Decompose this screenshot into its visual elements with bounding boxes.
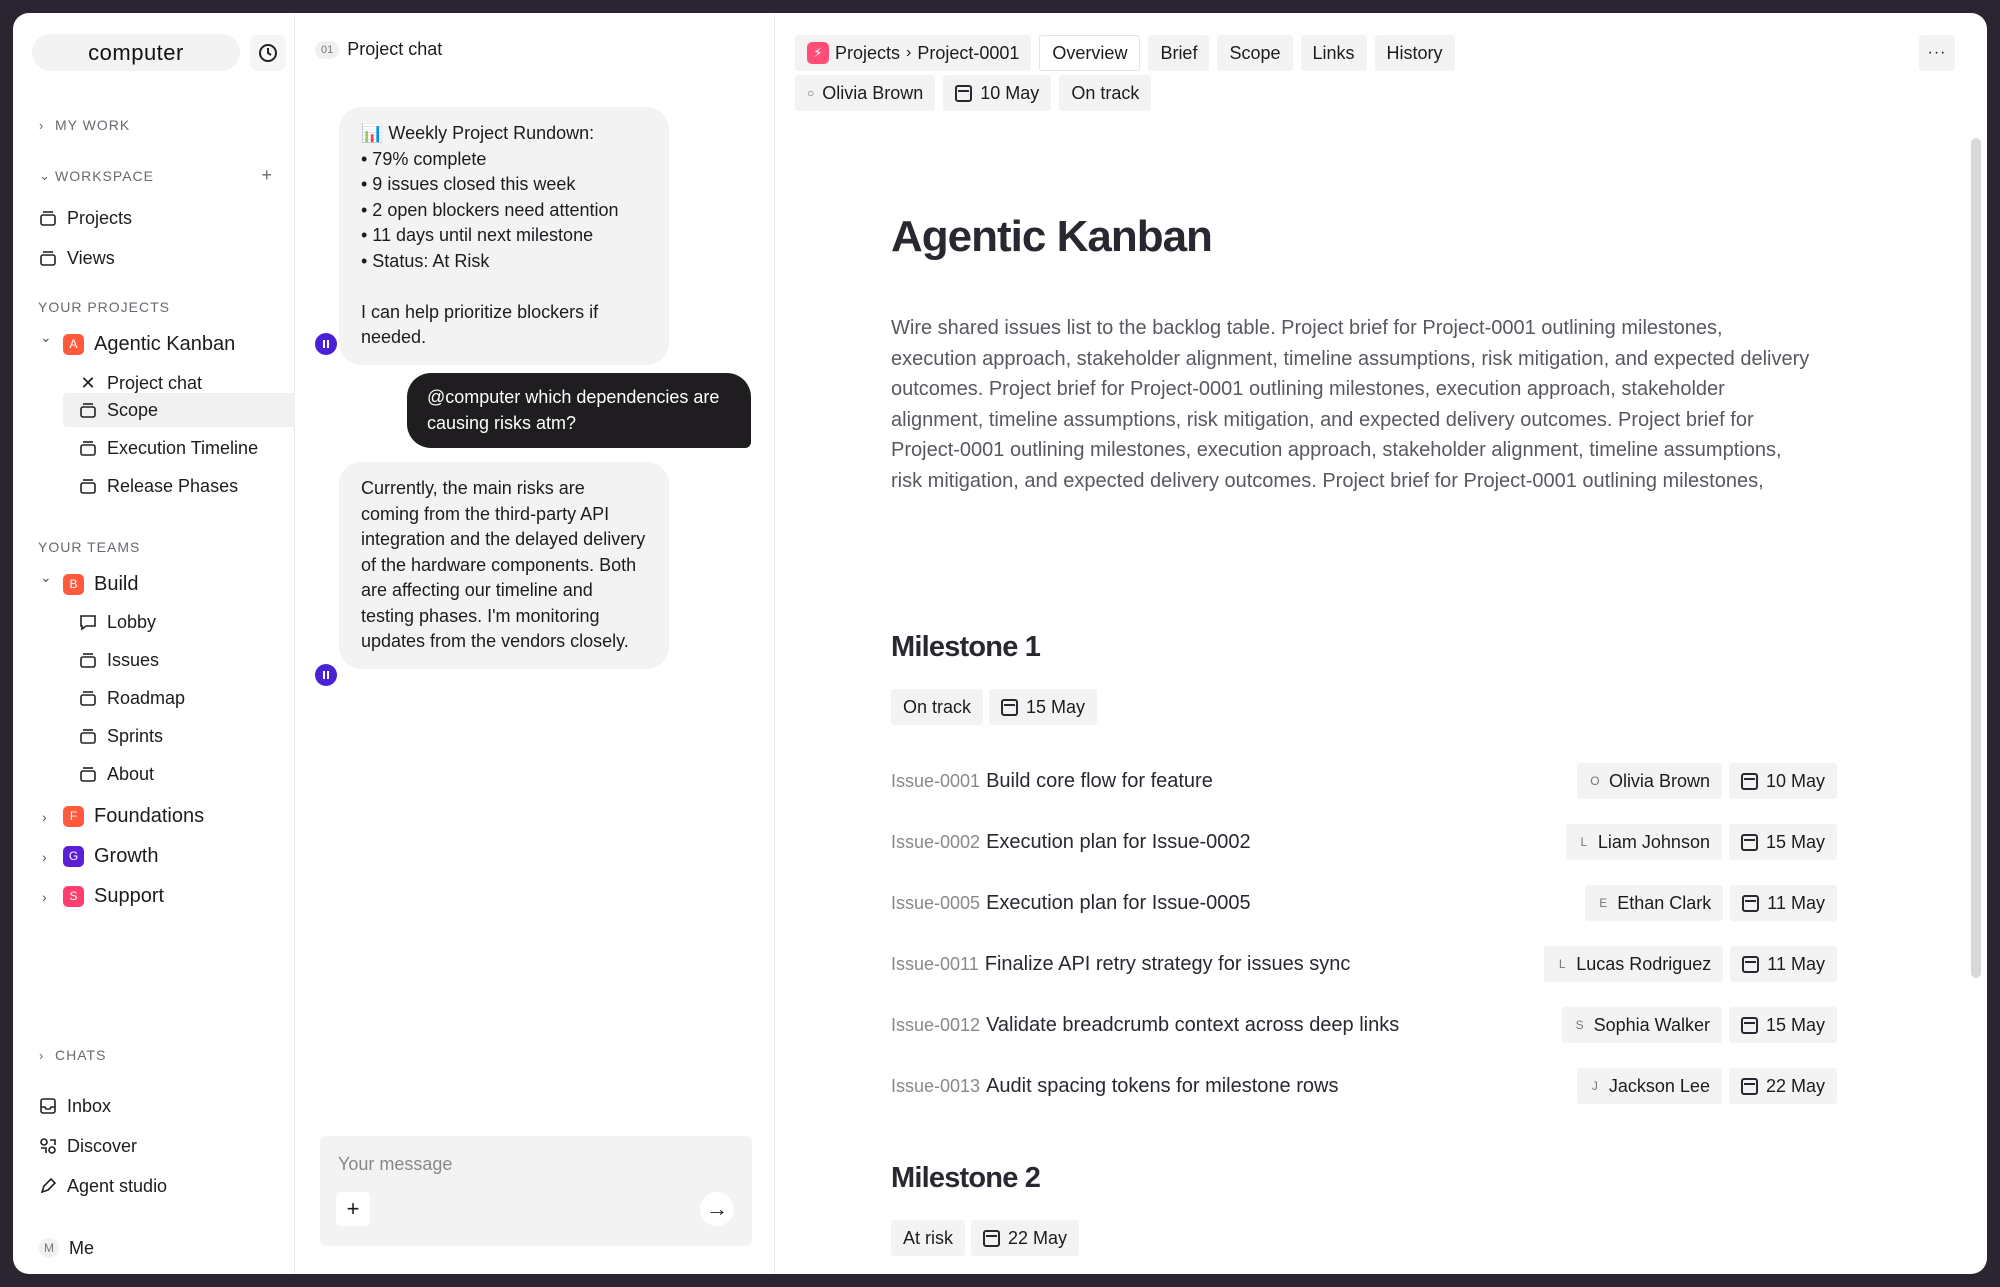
clock-icon (258, 43, 278, 63)
calendar-icon (1742, 895, 1759, 912)
user-message: @computer which dependencies are causing risks atm? (407, 373, 751, 448)
sidebar-item-label: Me (69, 1237, 95, 1258)
issue-title: Execution plan for Issue-0005 (986, 891, 1251, 914)
team-support[interactable] (63, 879, 164, 913)
assignee-name: Lucas Rodriguez (1576, 953, 1712, 974)
issue-meta (1544, 946, 1837, 982)
issue-row[interactable] (891, 824, 1837, 860)
sidebar-header (32, 34, 286, 71)
issue-id: Issue-0012 (891, 1014, 981, 1035)
page-title: Agentic Kanban (891, 212, 1212, 261)
chat-bubble-icon (79, 613, 97, 631)
app-window (13, 13, 1987, 1274)
sidebar-item-discover[interactable] (39, 1129, 137, 1163)
team-badge: F (63, 806, 84, 827)
sidebar-item-label: Views (67, 247, 115, 268)
sidebar-item-issues[interactable] (79, 643, 159, 677)
issue-title: Build core flow for feature (986, 769, 1213, 792)
team-name: Support (94, 884, 165, 907)
add-workspace-icon[interactable]: + (261, 165, 272, 185)
issue-meta (1562, 1007, 1837, 1043)
assignee-initial: L (1580, 835, 1588, 849)
breadcrumb-project-id[interactable]: Project-0001 (917, 42, 1020, 63)
section-label: YOUR PROJECTS (38, 299, 171, 315)
section-label: MY WORK (55, 117, 131, 133)
team-badge: B (63, 574, 84, 595)
due-date-chip[interactable] (1729, 1007, 1837, 1043)
stack-icon (79, 401, 97, 419)
breadcrumb (795, 35, 1455, 71)
sidebar-item-label: Execution Timeline (107, 437, 259, 458)
sidebar-item-release-phases[interactable] (79, 469, 238, 503)
stack-icon (39, 209, 57, 227)
discover-icon (39, 1137, 57, 1155)
status-chip[interactable]: On track (1059, 75, 1151, 111)
calendar-icon (1001, 699, 1018, 716)
issue-id: Issue-0002 (891, 831, 981, 852)
agent-message: Currently, the main risks are coming from the third-party API integration and the delayed delivery of the hardware components. Both are affecting our timeline and testing phases. I'm monitoring updates from the vendors closely. (339, 462, 669, 669)
milestone-title: Milestone 1 (891, 631, 1041, 663)
sidebar-item-views[interactable] (39, 241, 115, 275)
stack-icon (39, 249, 57, 267)
tab-links[interactable]: Links (1301, 35, 1367, 71)
assignee-chip[interactable] (1562, 1007, 1722, 1043)
issue-title: Execution plan for Issue-0002 (986, 830, 1251, 853)
owner-name: Olivia Brown (822, 82, 924, 103)
issue-id: Issue-0001 (891, 770, 981, 791)
issue-id: Issue-0013 (891, 1075, 981, 1096)
message-composer[interactable] (320, 1136, 752, 1246)
tab-overview[interactable]: Overview (1039, 35, 1140, 71)
date-value: 15 May (1765, 831, 1825, 852)
scrollbar[interactable] (1971, 138, 1981, 978)
date-value: 15 May (1765, 1014, 1825, 1035)
project-agentic-kanban[interactable] (63, 327, 235, 361)
date-value: 11 May (1767, 892, 1825, 913)
bolt-icon: ⚡ (807, 42, 829, 64)
milestone-meta (891, 1220, 1079, 1256)
due-date-chip[interactable] (1729, 763, 1837, 799)
sidebar-item-label: Roadmap (107, 687, 186, 708)
sidebar-item-agent-studio[interactable] (39, 1169, 167, 1203)
section-label: CHATS (55, 1047, 107, 1063)
due-date-chip[interactable] (1729, 824, 1837, 860)
assignee-initial: S (1575, 1018, 1584, 1032)
history-button[interactable] (250, 35, 286, 71)
date-value: 22 May (1765, 1075, 1825, 1096)
milestone-date[interactable] (971, 1220, 1079, 1256)
assignee-initial: L (1558, 957, 1566, 971)
calendar-icon (1741, 1078, 1758, 1095)
issue-id: Issue-0005 (891, 892, 981, 913)
issue-row[interactable] (891, 1007, 1837, 1043)
project-name: Agentic Kanban (94, 332, 236, 355)
sidebar-item-label: Scope (107, 399, 159, 420)
main-content (775, 13, 1987, 1274)
chevron-down-icon[interactable]: ⌄ (40, 329, 52, 345)
sidebar (13, 13, 295, 1274)
issue-meta (1577, 1068, 1837, 1104)
issue-title: Validate breadcrumb context across deep links (986, 1013, 1400, 1036)
section-your-teams (38, 539, 140, 555)
sidebar-item-execution-timeline[interactable] (79, 431, 258, 465)
team-foundations[interactable] (63, 799, 204, 833)
chat-panel (295, 13, 775, 1274)
assignee-initial: E (1599, 896, 1608, 910)
team-badge: S (63, 886, 84, 907)
assignee-chip[interactable] (1577, 763, 1722, 799)
section-label: YOUR TEAMS (38, 539, 141, 555)
sidebar-item-sprints[interactable] (79, 719, 163, 753)
stack-icon (79, 689, 97, 707)
issue-meta (1585, 885, 1837, 921)
milestone-date[interactable] (989, 689, 1097, 725)
chevron-right-icon[interactable]: › (42, 849, 47, 865)
chevron-right-icon[interactable]: › (42, 889, 47, 905)
issue-row[interactable] (891, 885, 1837, 921)
inbox-icon (39, 1097, 57, 1115)
section-your-projects (38, 299, 170, 315)
stack-icon (79, 651, 97, 669)
issue-title: Finalize API retry strategy for issues sync (984, 952, 1351, 975)
assignee-name: Jackson Lee (1608, 1075, 1710, 1096)
issue-row[interactable] (891, 946, 1837, 982)
issue-meta (1566, 824, 1837, 860)
project-description: Wire shared issues list to the backlog table. Project brief for Project-0001 outlining milestones, execution approach, stakeholder alignment, timeline assumptions, risk mitigation, and expected delivery outcomes. Project brief for Project-0001 outlining milestones, execution approach, stakeholder alignment, timeline assumptions, risk mitigation, and expected delivery outcomes. Project brief for Project-0001 outlining milestones, execution approach, stakeholder alignment, timeline assumptions, risk mitigation, and expected delivery outcomes. Project brief for Project-0001 outlining milestones, (891, 317, 1810, 492)
chevron-right-icon: › (906, 44, 912, 61)
sidebar-item-label: Sprints (107, 725, 164, 746)
milestone-status[interactable]: On track (891, 689, 983, 725)
section-chats[interactable] (39, 1047, 106, 1063)
project-meta (795, 75, 1151, 111)
send-button[interactable] (700, 1192, 734, 1226)
date-value: 22 May (1008, 1227, 1068, 1248)
section-my-work[interactable] (39, 117, 130, 133)
agent-avatar-icon (315, 664, 337, 686)
calendar-icon (983, 1230, 1000, 1247)
chat-number: 01 (315, 41, 339, 59)
assignee-name: Olivia Brown (1608, 770, 1710, 791)
due-date-chip[interactable] (1730, 946, 1837, 982)
chevron-down-icon[interactable]: ⌄ (40, 569, 52, 585)
logo[interactable]: computer (32, 34, 240, 71)
message-input[interactable]: Your message (338, 1154, 453, 1174)
stack-icon (79, 477, 97, 495)
assignee-chip[interactable] (1577, 1068, 1722, 1104)
assignee-name: Sophia Walker (1593, 1014, 1710, 1035)
assignee-name: Ethan Clark (1617, 892, 1712, 913)
assignee-name: Liam Johnson (1597, 831, 1710, 852)
sidebar-item-label: Issues (107, 649, 160, 670)
sidebar-item-lobby[interactable] (79, 605, 156, 639)
sidebar-item-projects[interactable] (39, 201, 132, 235)
calendar-icon (1741, 773, 1758, 790)
stack-icon (79, 727, 97, 745)
sidebar-item-me[interactable] (39, 1231, 94, 1265)
chevron-right-icon: › (39, 117, 45, 133)
section-workspace[interactable] (39, 168, 154, 184)
plus-icon: + (346, 1196, 360, 1221)
date-value: 10 May (980, 82, 1040, 103)
sidebar-item-label: Inbox (67, 1095, 112, 1116)
team-name: Build (94, 572, 139, 595)
sidebar-item-roadmap[interactable] (79, 681, 185, 715)
breadcrumb-projects[interactable]: Projects (835, 42, 901, 63)
team-badge: G (63, 846, 84, 867)
team-name: Foundations (94, 804, 205, 827)
tab-brief[interactable]: Brief (1148, 35, 1209, 71)
issue-row[interactable] (891, 763, 1837, 799)
assignee-chip[interactable] (1585, 885, 1723, 921)
issue-title: Audit spacing tokens for milestone rows (986, 1074, 1339, 1097)
sidebar-item-label: Discover (67, 1135, 138, 1156)
issue-meta (1577, 763, 1837, 799)
status-circle-icon: ○ (807, 86, 815, 100)
arrow-right-icon: → (706, 1196, 728, 1221)
assignee-initial: J (1591, 1079, 1598, 1093)
stack-icon (79, 439, 97, 457)
section-label: WORKSPACE (55, 168, 154, 184)
assignee-chip[interactable] (1544, 946, 1723, 982)
date-value: 11 May (1767, 953, 1825, 974)
avatar: M (39, 1238, 59, 1258)
owner-chip[interactable] (795, 75, 935, 111)
sidebar-item-label: Projects (67, 207, 133, 228)
assignee-initial: O (1590, 774, 1600, 788)
project-badge: A (63, 334, 84, 355)
agent-message: 📊 Weekly Project Rundown: • 79% complete • 9 issues closed this week • 2 open blockers need attention • 11 days until next milestone • Status: At Risk I can help prioritize blockers if needed. (339, 107, 669, 365)
milestone-title: Milestone 2 (891, 1162, 1041, 1194)
sidebar-item-label: About (107, 763, 155, 784)
tab-scope[interactable]: Scope (1217, 35, 1292, 71)
sidebar-item-about[interactable] (79, 757, 154, 791)
attach-button[interactable] (336, 1192, 370, 1226)
calendar-icon (1741, 834, 1758, 851)
chevron-right-icon: › (39, 1047, 45, 1063)
assignee-chip[interactable] (1566, 824, 1722, 860)
sidebar-item-scope[interactable] (79, 393, 158, 427)
stack-icon (79, 765, 97, 783)
team-name: Growth (94, 844, 159, 867)
chevron-down-icon: ⌄ (39, 168, 51, 183)
milestone-meta (891, 689, 1097, 725)
date-value: 10 May (1765, 770, 1825, 791)
pen-icon (39, 1177, 57, 1195)
milestone-status[interactable]: At risk (891, 1220, 965, 1256)
sidebar-item-label: Agent studio (67, 1175, 168, 1196)
team-build[interactable] (63, 567, 138, 601)
date-chip[interactable] (943, 75, 1051, 111)
sidebar-item-label: Release Phases (107, 475, 239, 496)
chat-header (315, 39, 442, 60)
issue-id: Issue-0011 (891, 953, 979, 974)
issue-row[interactable] (891, 1068, 1837, 1104)
calendar-icon (1741, 1017, 1758, 1034)
chat-title: Project chat (347, 39, 443, 59)
tab-history[interactable]: History (1375, 35, 1455, 71)
date-value: 15 May (1026, 696, 1086, 717)
due-date-chip[interactable] (1730, 885, 1837, 921)
breadcrumb-project[interactable] (795, 35, 1031, 71)
sidebar-item-label: Project chat (107, 372, 203, 393)
close-icon: ✕ (80, 372, 96, 393)
sidebar-item-label: Lobby (107, 611, 157, 632)
sidebar-item-inbox[interactable] (39, 1089, 111, 1123)
due-date-chip[interactable] (1729, 1068, 1837, 1104)
calendar-icon (1742, 956, 1759, 973)
calendar-icon (955, 85, 972, 102)
more-options-icon[interactable]: ··· (1919, 35, 1955, 71)
team-growth[interactable] (63, 839, 158, 873)
chevron-right-icon[interactable]: › (42, 809, 47, 825)
agent-avatar-icon (315, 333, 337, 355)
